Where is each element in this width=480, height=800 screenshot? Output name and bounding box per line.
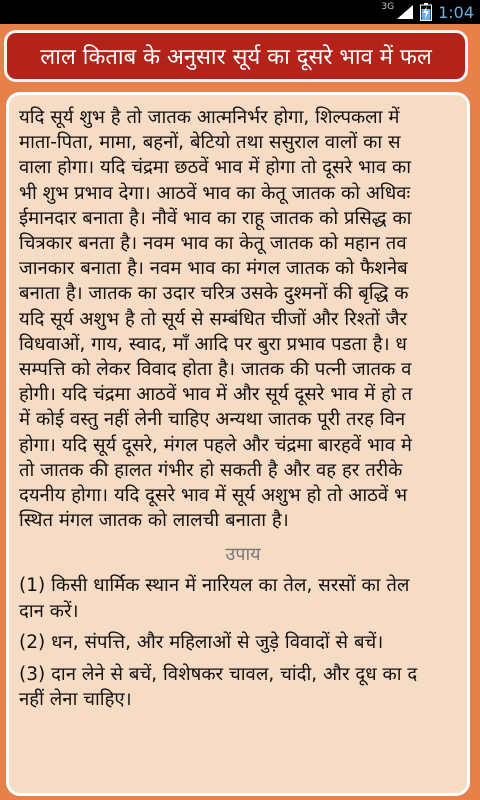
paragraph-line: माता-पिता, मामा, बहनों, बेटियो तथा ससुराल वालों का स — [19, 132, 401, 154]
signal-3g-icon — [396, 4, 414, 20]
paragraph-line: होगा। यदि सूर्य दूसरे, मंगल पहले और चंद्रमा बारहवें भाव मे — [19, 434, 412, 456]
remedy-line: (3) दान लेने से बचें, विशेषकर चावल, चांदी, और दूध का द — [19, 663, 418, 685]
remedy-line: दान करें। — [19, 600, 79, 622]
battery-charging-icon — [420, 3, 432, 21]
content-card[interactable] — [6, 92, 470, 796]
paragraph-line: जानकार बनाता है। नवम भाव का मंगल जातक को फैशनेब — [19, 258, 408, 280]
page-title-bar — [4, 30, 468, 82]
paragraph-line: चित्रकार बनता है। नवम भाव का केतू जातक को महान तव — [19, 233, 407, 255]
remedy-item-2 — [19, 630, 467, 656]
remedy-line: (2) धन, संपत्ति, और महिलाओं से जुड़े विवादों से बचें। — [19, 632, 384, 654]
paragraph-line: भी शुभ प्रभाव देगा। आठवें भाव का केतू जातक को अधिवः — [19, 182, 411, 204]
paragraph-line: स्थित मंगल जातक को लालची बनाता है। — [19, 510, 289, 532]
paragraph-line: तो जातक की हालत गंभीर हो सकती है और वह हर तरीके — [19, 459, 403, 481]
remedy-line: नहीं लेना चाहिए। — [19, 689, 132, 711]
paragraph-line: विधवाओं, गाय, स्वाद, माँ आदि पर बुरा प्रभाव पडता है। ध — [19, 333, 407, 355]
remedy-line: (1) किसी धार्मिक स्थान में नारियल का तेल, सरसों का तेल — [19, 575, 410, 597]
status-bar — [0, 0, 480, 24]
content-body — [9, 95, 467, 713]
paragraph-line: दयनीय होगा। यदि दूसरे भाव में सूर्य अशुभ हो तो आठवें भ — [19, 485, 408, 507]
remedies-heading: उपाय — [225, 544, 261, 566]
paragraph-line: होगी। यदि चंद्रमा आठवें भाव में और सूर्य दूसरे भाव में हो त — [19, 384, 413, 406]
paragraph-line: यदि सूर्य अशुभ है तो सूर्य से सम्बंधित चीजों और रिश्तों जैर — [19, 308, 408, 330]
network-type: 3G — [381, 2, 395, 12]
paragraph-line: ईमानदार बनाता है। नौवें भाव का राहू जातक को प्रसिद्ध का — [19, 207, 412, 229]
paragraph-line: बनाता है। जातक का उदार चरित्र उसके दुश्मनों की बृद्धि क — [19, 283, 409, 305]
clock: 1:04 — [438, 2, 474, 22]
paragraph-line: में कोई वस्तु नहीं लेनी चाहिए अन्यथा जातक पूरी तरह विन — [19, 409, 406, 431]
paragraph-line: सम्पत्ति को लेकर विवाद होता है। जातक की पत्नी जातक व — [19, 359, 412, 381]
paragraph-line: यदि सूर्य शुभ है तो जातक आत्मनिर्भर होगा, शिल्पकला में — [19, 107, 400, 128]
description-paragraph — [19, 105, 467, 533]
page-title: लाल किताब के अनुसार सूर्य का दूसरे भाव में फल — [40, 45, 432, 70]
paragraph-line: वाला होगा। यदि चंद्रमा छठवें भाव में होगा तो दूसरे भाव का — [19, 157, 411, 179]
status-icons — [381, 0, 474, 24]
remedy-item-3 — [19, 662, 467, 713]
remedy-item-1 — [19, 573, 467, 624]
